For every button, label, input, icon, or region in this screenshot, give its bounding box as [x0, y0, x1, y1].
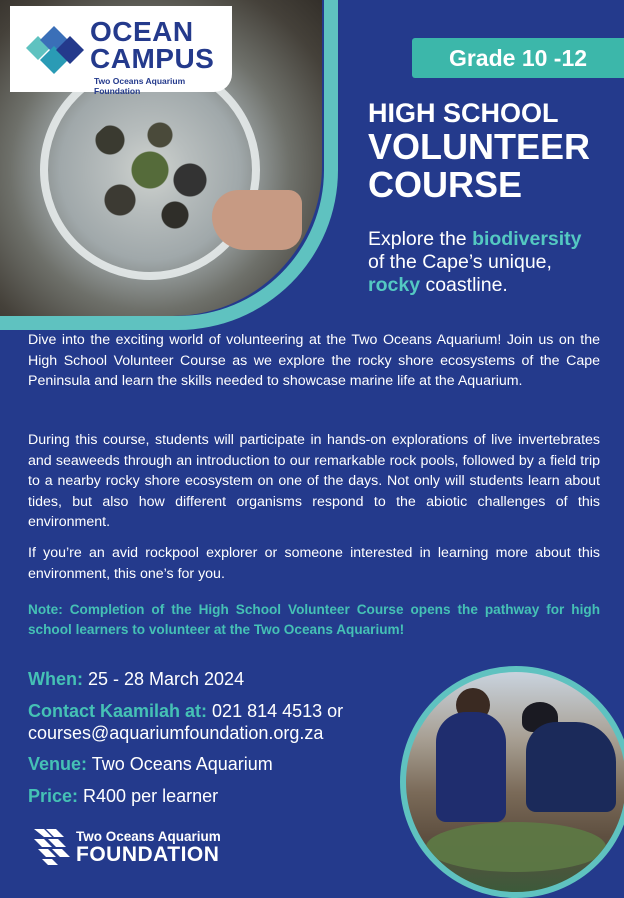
contact-label: Contact Kaamilah at:: [28, 701, 208, 721]
tagline-part2: of the Cape’s unique,: [368, 251, 552, 273]
students-rockpool-photo: [400, 666, 624, 898]
logo-title: [90, 18, 214, 72]
when-label: When:: [28, 669, 83, 689]
contact-phone: 021 814 4513 or: [207, 701, 344, 721]
venue-label: Venue:: [28, 754, 88, 774]
price-detail: [28, 785, 218, 807]
hand: [212, 190, 302, 250]
audience-paragraph: If you’re an avid rockpool explorer or someone interested in learning more about this environment, this one’s for you.: [28, 545, 600, 582]
tagline-highlight-rocky: rocky: [368, 274, 421, 296]
contact-detail: [28, 700, 343, 744]
ocean-campus-logo: [10, 6, 232, 96]
foundation-wordmark: FOUNDATION: [76, 843, 220, 866]
two-oceans-foundation-logo: [34, 829, 274, 869]
venue-value: Two Oceans Aquarium: [87, 754, 273, 774]
when-value: 25 - 28 March 2024: [82, 669, 245, 689]
tagline: [368, 228, 618, 297]
title-line2: VOLUNTEER: [368, 126, 591, 167]
title-line3: COURSE: [368, 164, 523, 205]
tagline-part1: Explore the: [368, 228, 473, 250]
price-value: R400 per learner: [78, 786, 219, 806]
contact-email-link[interactable]: courses@aquariumfoundation.org.za: [28, 723, 324, 743]
intro-paragraph: Dive into the exciting world of volunteering at the Two Oceans Aquarium! Join us on the High School Volunteer Course as we explore the rocky shore ecosystems of the Cape Peninsula and learn the skills needed to showcase marine life at the Aquarium.: [28, 332, 600, 389]
foundation-logo-icon: [34, 829, 70, 865]
tagline-part3: coastline.: [420, 274, 508, 296]
student-body: [526, 722, 616, 812]
logo-title-line2: CAMPUS: [90, 43, 215, 74]
when-detail: [28, 668, 244, 690]
venue-detail: [28, 753, 273, 775]
price-label: Price:: [28, 786, 79, 806]
student-body: [436, 712, 506, 822]
logo-title-line1: OCEAN: [90, 16, 194, 47]
tagline-highlight-biodiversity: biodiversity: [472, 228, 582, 250]
pathway-note: Note: Completion of the High School Volunteer Course opens the pathway for high school learners to volunteer at the Two Oceans Aquarium!: [28, 602, 600, 637]
page-title: [368, 100, 618, 203]
logo-subtitle: Two Oceans Aquarium Foundation: [94, 76, 186, 96]
snails-and-crab: [80, 110, 230, 240]
rock-pool: [426, 822, 606, 872]
title-line1: HIGH SCHOOL: [368, 98, 559, 128]
ocean-campus-logo-icon: [24, 22, 88, 78]
course-description-paragraph: During this course, students will participate in hands-on explorations of live invertebrates and seaweeds through an introduction to our remarkable rock pools, followed by a field trip to a nearby rocky shore ecosystem on one of the days. Not only will students learn about tides, but also how different organisms respond to the abiotic challenges of this environment.: [28, 432, 600, 530]
foundation-name: Two Oceans Aquarium: [76, 829, 221, 844]
grade-badge: Grade 10 -12: [412, 38, 624, 78]
